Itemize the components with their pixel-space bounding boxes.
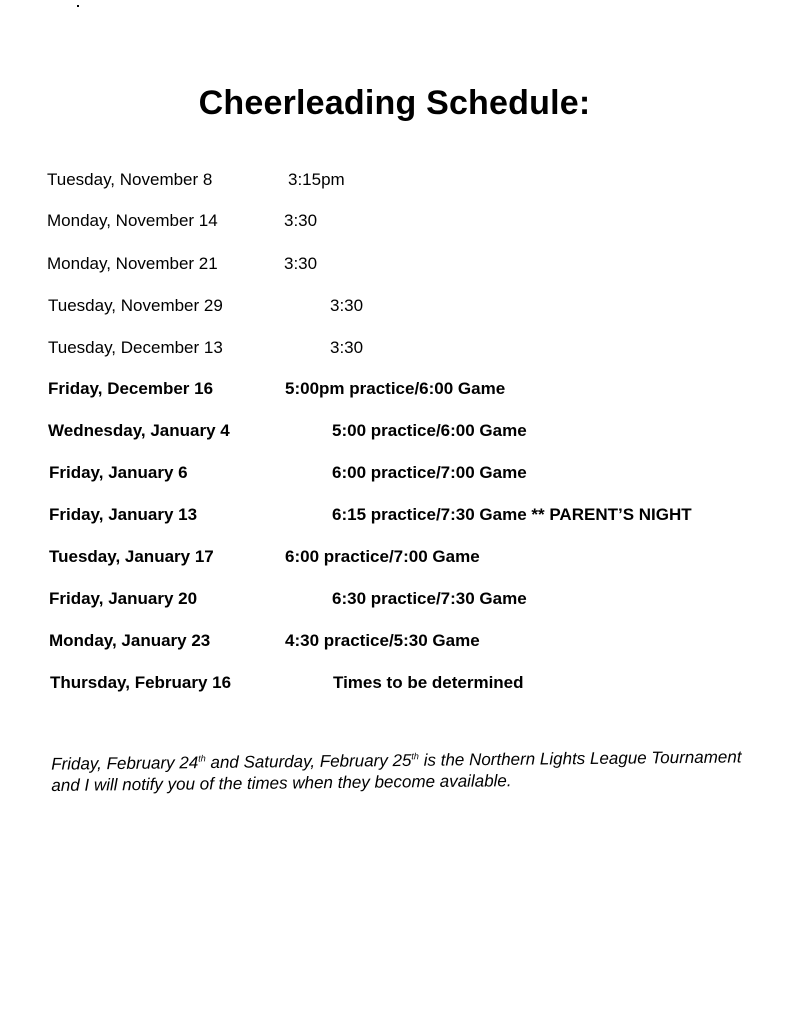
tournament-note-text: and Saturday, February 25 <box>205 750 412 773</box>
page-title: Cheerleading Schedule: <box>198 84 591 122</box>
schedule-time: 3:30 <box>284 254 318 273</box>
schedule-date: Tuesday, November 8 <box>47 170 213 189</box>
schedule-date: Tuesday, November 29 <box>48 296 223 315</box>
schedule-date: Friday, January 6 <box>49 463 188 482</box>
ordinal-suffix: th <box>198 753 206 764</box>
schedule-row <box>0 170 789 200</box>
schedule-time: 6:15 practice/7:30 Game ** PARENT’S NIGHT <box>332 505 692 524</box>
schedule-time: 3:30 <box>330 296 364 315</box>
schedule-date: Monday, January 23 <box>49 631 211 650</box>
schedule-date: Wednesday, January 4 <box>48 421 230 440</box>
schedule-time: 3:15pm <box>288 170 345 189</box>
schedule-row <box>0 589 789 619</box>
schedule-row <box>0 631 789 661</box>
ordinal-suffix: th <box>411 751 419 762</box>
schedule-row <box>0 211 789 241</box>
schedule-time: 6:00 practice/7:00 Game <box>285 547 480 566</box>
schedule-row <box>0 421 789 451</box>
schedule-date: Monday, November 14 <box>47 211 218 230</box>
schedule-time: 5:00 practice/6:00 Game <box>332 421 527 440</box>
schedule-row <box>0 547 789 577</box>
schedule-date: Friday, January 20 <box>49 589 198 608</box>
tournament-note <box>51 743 751 796</box>
schedule-date: Thursday, February 16 <box>50 673 232 692</box>
schedule-time: Times to be determined <box>333 673 524 692</box>
schedule-row <box>0 673 789 703</box>
schedule-time: 6:30 practice/7:30 Game <box>332 589 527 608</box>
scan-speck <box>77 5 79 7</box>
schedule-row <box>0 254 789 284</box>
schedule-date: Tuesday, January 17 <box>49 547 214 566</box>
schedule-row <box>0 463 789 493</box>
schedule-time: 5:00pm practice/6:00 Game <box>285 379 506 398</box>
schedule-date: Friday, December 16 <box>48 379 214 398</box>
schedule-date: Monday, November 21 <box>47 254 218 273</box>
tournament-note-text: Friday, February 24 <box>51 753 199 774</box>
schedule-row <box>0 505 789 535</box>
schedule-date: Tuesday, December 13 <box>48 338 223 357</box>
schedule-time: 3:30 <box>330 338 364 357</box>
tournament-note-text: is the Northern Lights League Tournament and I will notify you of the times when they become available. <box>51 747 742 795</box>
schedule-time: 3:30 <box>284 211 318 230</box>
schedule-row <box>0 379 789 409</box>
schedule-date: Friday, January 13 <box>49 505 198 524</box>
schedule-row <box>0 338 789 368</box>
schedule-time: 4:30 practice/5:30 Game <box>285 631 480 650</box>
schedule-row <box>0 296 789 326</box>
schedule-time: 6:00 practice/7:00 Game <box>332 463 527 482</box>
